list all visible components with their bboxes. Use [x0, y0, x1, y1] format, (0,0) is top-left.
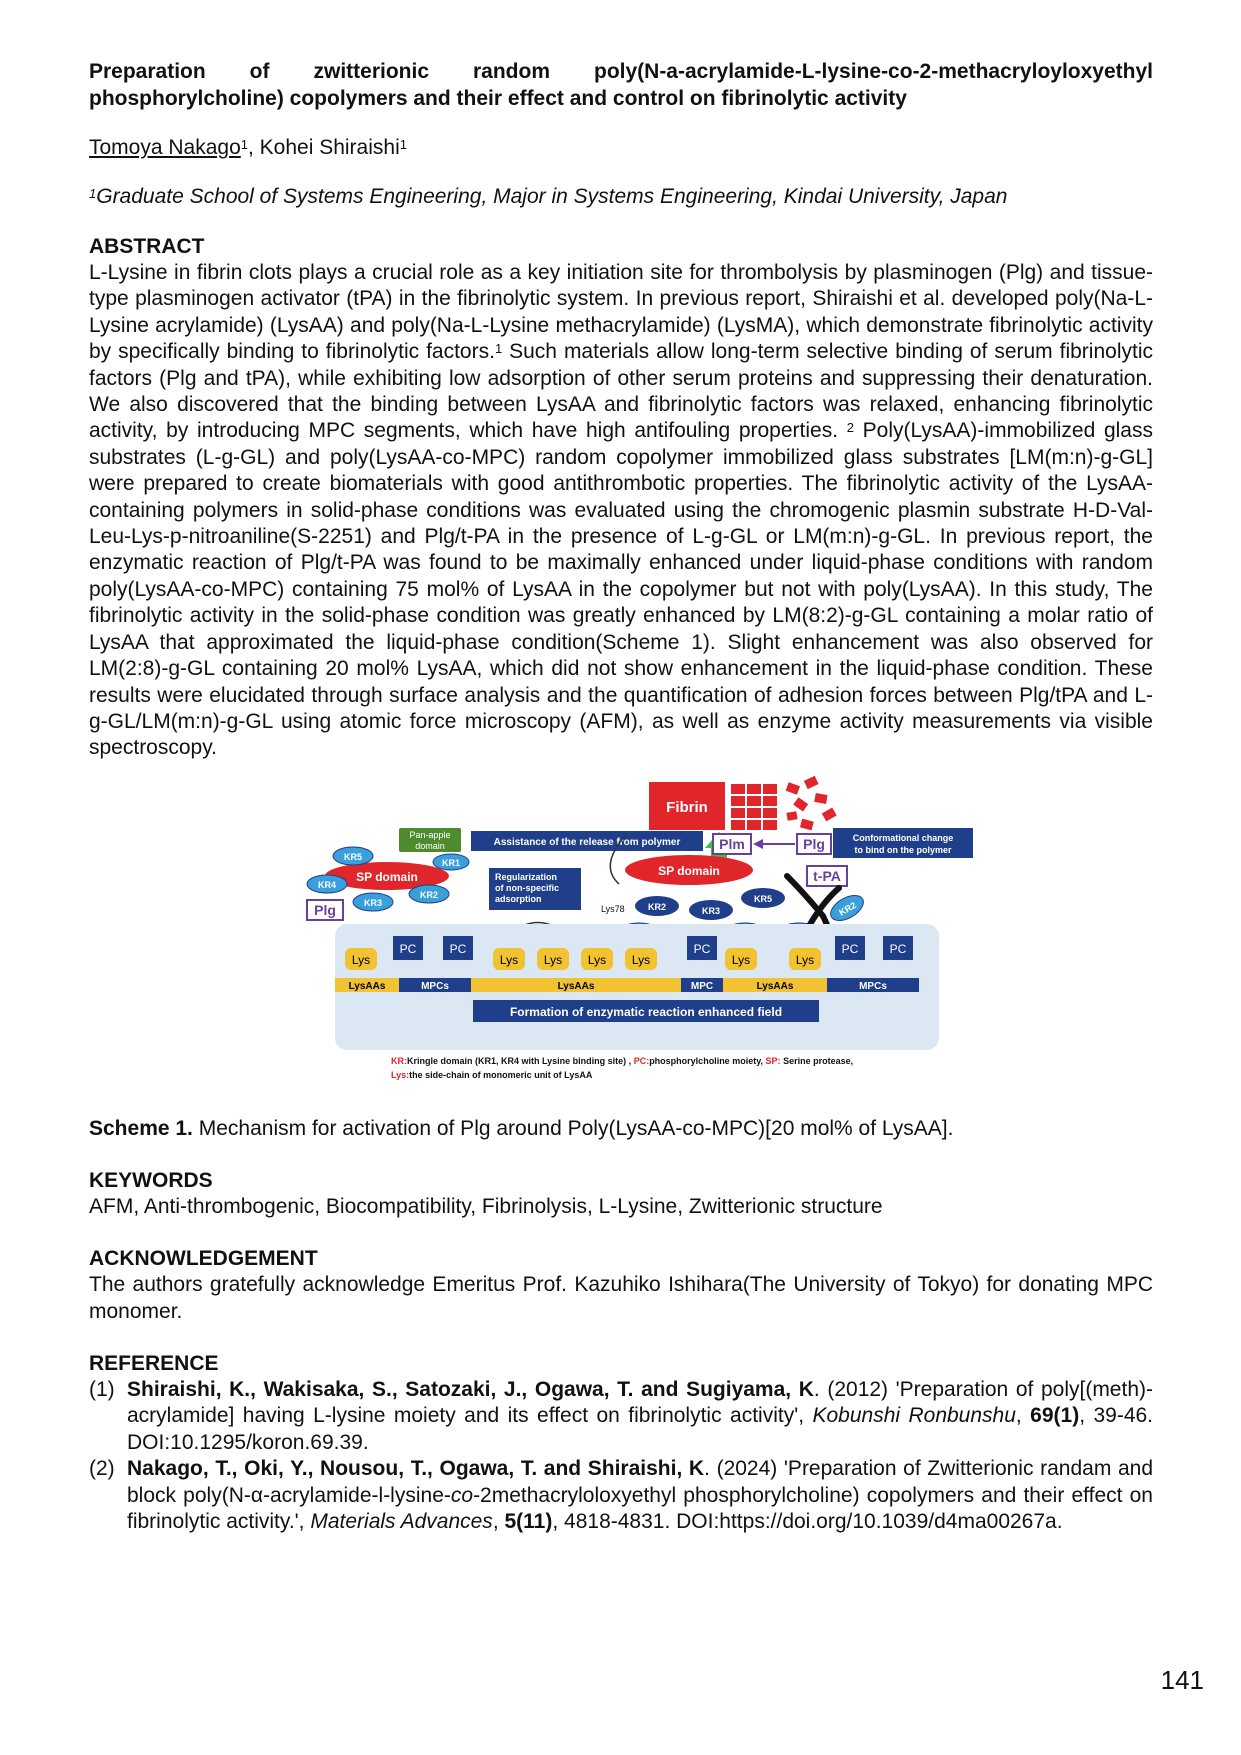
caption-label: Scheme 1.	[89, 1116, 193, 1140]
reference-item	[89, 1377, 1153, 1456]
pc-label: PC	[841, 941, 859, 956]
kr5-right-label: KR5	[753, 893, 773, 904]
legend-sp: SP:	[765, 1055, 781, 1066]
abstract-part1: L-Lysine in fibrin clots plays a crucial role as a key initiation site for thrombolysis by plasminogen (Plg) and tissue-type plasminogen activator (tPA) in the fibrinolytic system. In previous report, Shiraishi et al. developed poly(Na-L-Lysine acrylamide) (LysAA) and poly(Na-L-Lysine methacrylamide) (LysMA), which demonstrate fibrinolytic activity by specifically binding to fibrinolytic factors.	[89, 261, 1153, 364]
kr4-left-label: KR4	[317, 879, 337, 890]
pc-label: PC	[693, 941, 711, 956]
reference-number: (2)	[89, 1457, 115, 1481]
scheme-legend-line-2	[391, 1070, 593, 1080]
kr2-tpa-label: KR2	[837, 899, 858, 918]
author-list	[89, 135, 1153, 161]
regularization-label-1: Regularization	[495, 871, 558, 882]
citation-sup: 1	[494, 341, 503, 357]
pan-apple-label-2: domain	[415, 840, 445, 851]
backbone-mpcs-label: MPCs	[421, 980, 449, 992]
regularization-label-2: of non-specific	[495, 882, 560, 893]
kr1-left-label: KR1	[441, 857, 461, 868]
caption-text: Mechanism for activation of Plg around Poly(LysAA-co-MPC)[20 mol% of LysAA].	[192, 1116, 954, 1140]
legend-lys: Lys:	[391, 1069, 410, 1080]
tpa-label: t-PA	[813, 867, 841, 884]
citation-sup: 2	[846, 420, 854, 436]
reference-volume: 5(11)	[504, 1509, 553, 1533]
scheme-legend-line-1	[391, 1056, 853, 1066]
lys-label: Lys	[543, 952, 563, 967]
assistance-label: Assistance of the release from polymer	[493, 836, 681, 848]
legend-kr-text: Kringle domain (KR1, KR4 with Lysine binding site) ,	[407, 1055, 634, 1066]
reference-authors: Nakago, T., Oki, Y., Nousou, T., Ogawa, T. and Shiraishi, K	[127, 1457, 705, 1481]
reference-list	[89, 1377, 1153, 1535]
kr2-left-label: KR2	[419, 889, 439, 900]
paper-title	[89, 58, 1153, 112]
reference-text: . (2012) 'Preparation of poly[(meth)-acrylamide] having L-lysine moiety and its effect on fibrinolytic activity',	[127, 1377, 1153, 1428]
lys-label: Lys	[795, 952, 815, 967]
author-presenter: Tomoya Nakago	[89, 136, 241, 159]
plg-left-label: Plg	[314, 901, 336, 918]
acknowledgement-section	[89, 1246, 1153, 1325]
pc-label: PC	[449, 941, 467, 956]
reference-journal: Materials Advances	[310, 1509, 493, 1533]
author: Kohei Shiraishi	[259, 136, 400, 159]
reference-item	[89, 1456, 1153, 1535]
fibrin-mesh-icon	[731, 784, 777, 830]
pan-apple-label-1: Pan-apple	[409, 829, 451, 840]
reference-text: , 4818-4831. DOI:https://doi.org/10.1039/d4ma00267a.	[552, 1509, 1063, 1533]
reference-heading: REFERENCE	[89, 1351, 219, 1375]
keywords-heading: KEYWORDS	[89, 1168, 213, 1192]
backbone-mpc-label: MPC	[690, 980, 714, 992]
conformational-label-1: Conformational change	[852, 832, 954, 843]
fibrin-fragments-icon	[786, 776, 837, 830]
reference-italic-co: co	[450, 1483, 474, 1507]
backbone-lysaas-label: LysAAs	[557, 980, 595, 992]
abstract-part2: Such materials allow long-term selective binding of serum fibrinolytic factors (Plg and tPA), while exhibiting low adsorption of other serum proteins and suppressing their denaturation. We also discovered that the binding between LysAA and fibrinolytic factors was relaxed, enhancing fibrinolytic activity, by introducing MPC segments, which have high antifouling properties.	[89, 340, 1153, 443]
reference-text: . (2024) 'Preparation of Zwitterionic randam and block poly(N-α-acrylamide-l-lysine-	[127, 1457, 1153, 1507]
fibrin-label: Fibrin	[666, 798, 708, 816]
title-line-1: Preparation of zwitterionic random poly(N-a-acrylamide-L-lysine-co-2-methacryloyloxyethyl	[89, 60, 1153, 83]
pc-label: PC	[399, 941, 417, 956]
lys-label: Lys	[731, 952, 751, 967]
kr3-right-label: KR3	[701, 905, 721, 916]
pc-label: PC	[889, 941, 907, 956]
affiliation	[89, 184, 1153, 210]
page-number: 141	[1160, 1665, 1204, 1695]
scheme-figure	[239, 776, 1039, 1106]
backbone-mpcs-label: MPCs	[859, 980, 887, 992]
kr5-left-label: KR5	[343, 851, 363, 862]
keywords-section	[89, 1168, 1153, 1220]
affiliation-text: Graduate School of Systems Engineering, Major in Systems Engineering, Kindai University, Japan	[96, 185, 1008, 208]
conformational-label-2: to bind on the polymer	[854, 844, 952, 855]
author-sup: 1	[240, 137, 248, 152]
reference-section	[89, 1351, 1153, 1535]
reference-sep: ,	[1015, 1404, 1031, 1428]
sp-domain-left-label: SP domain	[356, 869, 418, 884]
legend-pc-text: phosphorylcholine moiety,	[649, 1055, 766, 1066]
abstract-body	[89, 260, 1153, 762]
lys-label: Lys	[587, 952, 607, 967]
author-sup: 1	[399, 137, 407, 152]
author-separator: ,	[247, 136, 260, 159]
abstract-heading: ABSTRACT	[89, 235, 205, 258]
formation-label: Formation of enzymatic reaction enhanced field	[509, 1004, 783, 1019]
reference-volume: 69(1)	[1030, 1404, 1080, 1428]
regularization-label-3: adsorption	[495, 893, 542, 904]
title-line-2: phosphorylcholine) copolymers and their effect and control on fibrinolytic activity	[89, 87, 907, 110]
scheme-caption	[89, 1116, 1153, 1142]
reference-text: , 39-46. DOI:10.1295/koron.69.39.	[127, 1404, 1154, 1454]
abstract-part3: Poly(LysAA)-immobilized glass substrates (L-g-GL) and poly(LysAA-co-MPC) random copolymer immobilized glass substrates [LM(m:n)-g-GL] were prepared to create biomaterials with good antithrombotic properties. The fibrinolytic activity of the LysAA-containing polymers in solid-phase conditions was evaluated using the chromogenic plasmin substrate H-D-Val-Leu-Lys-p-nitroaniline(S-2251) and Plg/t-PA in the presence of L-g-GL or LM(m:n)-g-GL. In previous report, the enzymatic reaction of Plg/t-PA was found to be maximally enhanced under liquid-phase conditions with random poly(LysAA-co-MPC) containing 75 mol% of LysAA in the copolymer but not with poly(LysAA). In this study, The fibrinolytic activity in the solid-phase condition was greatly enhanced by LM(8:2)-g-GL containing a molar ratio of LysAA that approximated the liquid-phase condition(Scheme 1). Slight enhancement was also observed for LM(2:8)-g-GL containing 20 mol% LysAA, which did not show enhancement in the liquid-phase condition. These results were elucidated through surface analysis and the quantification of adhesion forces between Plg/tPA and L-g-GL/LM(m:n)-g-GL using atomic force microscopy (AFM), as well as enzyme activity measurements via visible spectroscopy.	[89, 419, 1153, 760]
reference-journal: Kobunshi Ronbunshu	[812, 1404, 1016, 1428]
kr2-right-label: KR2	[647, 901, 667, 912]
lys78-label: Lys78	[601, 903, 625, 914]
legend-lys-text: the side-chain of monomeric unit of LysAA	[409, 1069, 593, 1080]
keywords-text: AFM, Anti-thrombogenic, Biocompatibility, Fibrinolysis, L-Lysine, Zwitterionic structure	[89, 1194, 883, 1218]
legend-sp-text: Serine protease,	[780, 1055, 854, 1066]
backbone-lysaas-label: LysAAs	[348, 980, 386, 992]
scheme-diagram	[239, 776, 1039, 1106]
arrow-head-icon	[753, 839, 763, 849]
reference-authors: Shiraishi, K., Wakisaka, S., Satozaki, J., Ogawa, T. and Sugiyama, K	[127, 1377, 814, 1401]
lys-label: Lys	[499, 952, 519, 967]
reference-text: -2methacryloloxyethyl phosphorylcholine) copolymers and their effect on fibrinolytic activity.',	[127, 1483, 1153, 1533]
paper-page	[89, 58, 1153, 1535]
legend-pc: PC:	[633, 1055, 650, 1066]
acknowledgement-heading: ACKNOWLEDGEMENT	[89, 1247, 318, 1271]
reference-number: (1)	[89, 1377, 115, 1401]
sp-domain-right-label: SP domain	[658, 863, 720, 878]
affiliation-sup: 1	[89, 186, 97, 201]
plg-top-label: Plg	[803, 835, 825, 852]
legend-kr: KR:	[391, 1055, 407, 1066]
plm-label: Plm	[719, 835, 745, 852]
kr3-left-label: KR3	[363, 897, 383, 908]
backbone-lysaas-label: LysAAs	[756, 980, 794, 992]
lys-label: Lys	[351, 952, 371, 967]
lys-label: Lys	[631, 952, 651, 967]
acknowledgement-text: The authors gratefully acknowledge Emeritus Prof. Kazuhiko Ishihara(The University of Tokyo) for donating MPC monomer.	[89, 1273, 1153, 1323]
reference-sep: ,	[492, 1509, 505, 1533]
